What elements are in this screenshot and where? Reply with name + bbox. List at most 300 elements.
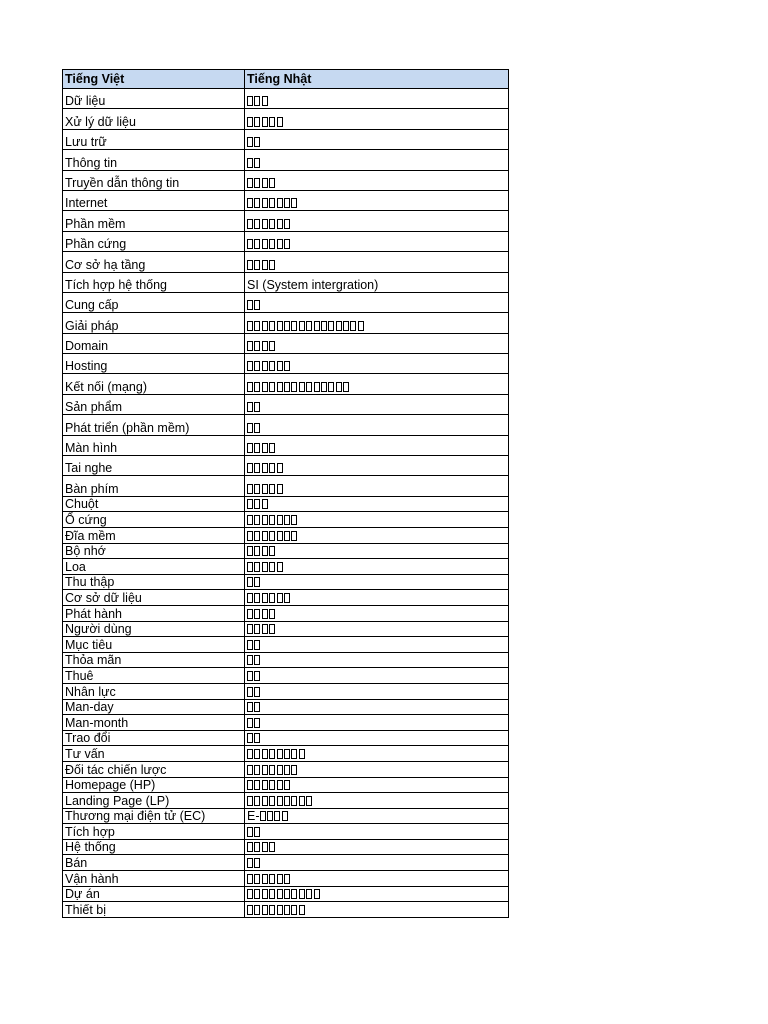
missing-glyph-box [277, 765, 283, 775]
missing-glyph-box [277, 889, 283, 899]
cell-japanese[interactable] [245, 109, 509, 129]
missing-glyph-box [247, 178, 253, 188]
cell-japanese[interactable] [245, 456, 509, 476]
missing-glyph-box [254, 531, 260, 541]
cell-vietnamese[interactable]: Tai nghe [63, 456, 245, 476]
cell-japanese[interactable] [245, 333, 509, 353]
missing-glyph-box [262, 361, 268, 371]
table-row [63, 476, 509, 496]
cell-vietnamese[interactable]: Landing Page (LP) [63, 793, 245, 809]
cell-vietnamese[interactable]: Nhân lực [63, 683, 245, 699]
cell-vietnamese[interactable]: Internet [63, 190, 245, 210]
table-row [63, 746, 509, 762]
missing-glyph-box [277, 321, 283, 331]
cell-vietnamese[interactable]: Phần cứng [63, 231, 245, 251]
missing-glyph-box [254, 198, 260, 208]
cell-japanese[interactable] [245, 496, 509, 512]
missing-glyph-box [277, 515, 283, 525]
missing-glyph-box [299, 749, 305, 759]
missing-glyph-box [277, 780, 283, 790]
missing-glyph-box [284, 874, 290, 884]
missing-glyph-box [262, 463, 268, 473]
missing-glyph-box [247, 827, 253, 837]
missing-glyph-box [306, 796, 312, 806]
missing-glyph-box [247, 499, 253, 509]
table-row [63, 211, 509, 231]
table-row [63, 394, 509, 414]
missing-glyph-box [254, 117, 260, 127]
cell-vietnamese[interactable]: Man-day [63, 699, 245, 715]
cell-vietnamese[interactable]: Thu thập [63, 574, 245, 590]
cell-japanese[interactable] [245, 590, 509, 606]
cell-japanese[interactable] [245, 231, 509, 251]
table-row [63, 109, 509, 129]
missing-glyph-box [254, 749, 260, 759]
missing-glyph-box [277, 361, 283, 371]
cell-vietnamese[interactable]: Người dùng [63, 621, 245, 637]
cell-japanese[interactable] [245, 871, 509, 887]
missing-glyph-box [269, 780, 275, 790]
cell-japanese[interactable] [245, 652, 509, 668]
table-row [63, 793, 509, 809]
missing-glyph-box [269, 765, 275, 775]
cell-japanese[interactable]: E- [245, 808, 509, 824]
cell-vietnamese[interactable]: Homepage (HP) [63, 777, 245, 793]
missing-glyph-box [269, 382, 275, 392]
table-row [63, 855, 509, 871]
missing-glyph-box [247, 765, 253, 775]
missing-glyph-box [291, 515, 297, 525]
missing-glyph-box [247, 463, 253, 473]
missing-glyph-box [254, 687, 260, 697]
table-row [63, 415, 509, 435]
cell-vietnamese[interactable]: Hệ thống [63, 839, 245, 855]
cell-vietnamese[interactable]: Phát hành [63, 605, 245, 621]
missing-glyph-box [247, 577, 253, 587]
table-row [63, 333, 509, 353]
missing-glyph-box [284, 765, 290, 775]
missing-glyph-box [291, 905, 297, 915]
missing-glyph-box [262, 593, 268, 603]
missing-glyph-box [269, 484, 275, 494]
table-row [63, 668, 509, 684]
cell-vietnamese[interactable]: Xử lý dữ liệu [63, 109, 245, 129]
missing-glyph-box [269, 905, 275, 915]
table-row [63, 89, 509, 109]
cell-japanese[interactable] [245, 839, 509, 855]
missing-glyph-box [282, 811, 288, 821]
cell-japanese[interactable] [245, 415, 509, 435]
missing-glyph-box [277, 905, 283, 915]
table-row [63, 129, 509, 149]
missing-glyph-box [277, 874, 283, 884]
vocabulary-table [62, 69, 509, 918]
cell-vietnamese[interactable]: Tích hợp [63, 824, 245, 840]
missing-glyph-box [247, 640, 253, 650]
table-row [63, 559, 509, 575]
table-row [63, 456, 509, 476]
missing-glyph-box [254, 562, 260, 572]
missing-glyph-box [269, 341, 275, 351]
missing-glyph-box [247, 780, 253, 790]
cell-vietnamese[interactable]: Dữ liệu [63, 89, 245, 109]
missing-glyph-box [314, 382, 320, 392]
missing-glyph-box [269, 361, 275, 371]
missing-glyph-box [291, 889, 297, 899]
cell-japanese[interactable] [245, 354, 509, 374]
cell-japanese[interactable] [245, 313, 509, 333]
missing-glyph-box [269, 593, 275, 603]
missing-glyph-box [277, 531, 283, 541]
missing-glyph-box [254, 96, 260, 106]
missing-glyph-box [262, 749, 268, 759]
missing-glyph-box [277, 796, 283, 806]
cell-japanese[interactable]: SI (System intergration) [245, 272, 509, 292]
cell-japanese[interactable] [245, 668, 509, 684]
missing-glyph-box [247, 402, 253, 412]
missing-glyph-box [254, 219, 260, 229]
cell-vietnamese[interactable]: Màn hình [63, 435, 245, 455]
missing-glyph-box [269, 219, 275, 229]
missing-glyph-box [269, 609, 275, 619]
missing-glyph-box [254, 239, 260, 249]
cell-vietnamese[interactable]: Đối tác chiến lược [63, 761, 245, 777]
missing-glyph-box [247, 321, 253, 331]
missing-glyph-box [262, 515, 268, 525]
cell-japanese[interactable] [245, 761, 509, 777]
cell-vietnamese[interactable]: Cơ sở dữ liệu [63, 590, 245, 606]
missing-glyph-box [284, 198, 290, 208]
cell-japanese[interactable] [245, 855, 509, 871]
table-row [63, 590, 509, 606]
missing-glyph-box [299, 889, 305, 899]
missing-glyph-box [262, 842, 268, 852]
cell-japanese[interactable] [245, 292, 509, 312]
cell-japanese[interactable] [245, 170, 509, 190]
missing-glyph-box [254, 463, 260, 473]
missing-glyph-box [247, 671, 253, 681]
missing-glyph-box [262, 546, 268, 556]
table-row [63, 574, 509, 590]
missing-glyph-box [262, 624, 268, 634]
cell-vietnamese[interactable]: Man-month [63, 715, 245, 731]
cell-vietnamese[interactable]: Thiết bị [63, 902, 245, 918]
missing-glyph-box [284, 515, 290, 525]
table-row [63, 512, 509, 528]
header-vietnamese[interactable]: Tiếng Việt [63, 70, 245, 89]
missing-glyph-box [254, 842, 260, 852]
missing-glyph-box [247, 158, 253, 168]
missing-glyph-box [284, 593, 290, 603]
missing-glyph-box [247, 484, 253, 494]
missing-glyph-box [254, 577, 260, 587]
missing-glyph-box [254, 640, 260, 650]
missing-glyph-box [277, 382, 283, 392]
missing-glyph-box [269, 463, 275, 473]
cell-vietnamese[interactable]: Bàn phím [63, 476, 245, 496]
missing-glyph-box [262, 443, 268, 453]
missing-glyph-box [254, 300, 260, 310]
table-row [63, 374, 509, 394]
missing-glyph-box [284, 239, 290, 249]
missing-glyph-box [328, 321, 334, 331]
missing-glyph-box [269, 531, 275, 541]
missing-glyph-box [254, 499, 260, 509]
table-row [63, 354, 509, 374]
missing-glyph-box [269, 321, 275, 331]
cell-japanese[interactable] [245, 746, 509, 762]
cell-vietnamese[interactable]: Sản phẩm [63, 394, 245, 414]
missing-glyph-box [336, 382, 342, 392]
cell-vietnamese[interactable]: Mục tiêu [63, 637, 245, 653]
missing-glyph-box [262, 198, 268, 208]
cell-japanese[interactable] [245, 715, 509, 731]
missing-glyph-box [247, 593, 253, 603]
cell-vietnamese[interactable]: Dự án [63, 886, 245, 902]
missing-glyph-box [254, 889, 260, 899]
table-row [63, 272, 509, 292]
cell-japanese[interactable] [245, 211, 509, 231]
missing-glyph-box [291, 198, 297, 208]
table-row [63, 496, 509, 512]
missing-glyph-box [284, 321, 290, 331]
table-row [63, 637, 509, 653]
cell-vietnamese[interactable]: Tư vấn [63, 746, 245, 762]
missing-glyph-box [254, 423, 260, 433]
missing-glyph-box [254, 733, 260, 743]
cell-vietnamese[interactable]: Giải pháp [63, 313, 245, 333]
missing-glyph-box [254, 593, 260, 603]
missing-glyph-box [284, 749, 290, 759]
header-row [63, 70, 509, 89]
cell-japanese[interactable] [245, 886, 509, 902]
cell-japanese[interactable] [245, 476, 509, 496]
cell-vietnamese[interactable]: Cung cấp [63, 292, 245, 312]
cell-vietnamese[interactable]: Phần mềm [63, 211, 245, 231]
missing-glyph-box [247, 117, 253, 127]
table-row [63, 839, 509, 855]
table-row [63, 150, 509, 170]
missing-glyph-box [321, 321, 327, 331]
cell-japanese[interactable] [245, 150, 509, 170]
missing-glyph-box [262, 905, 268, 915]
cell-vietnamese[interactable]: Tích hợp hệ thống [63, 272, 245, 292]
missing-glyph-box [254, 874, 260, 884]
table-row [63, 292, 509, 312]
missing-glyph-box [284, 905, 290, 915]
missing-glyph-box [284, 889, 290, 899]
cell-vietnamese[interactable]: Kết nối (mạng) [63, 374, 245, 394]
missing-glyph-box [358, 321, 364, 331]
table-row [63, 543, 509, 559]
missing-glyph-box [254, 321, 260, 331]
cell-japanese[interactable] [245, 435, 509, 455]
cell-japanese[interactable] [245, 637, 509, 653]
missing-glyph-box [254, 780, 260, 790]
missing-glyph-box [247, 718, 253, 728]
missing-glyph-box [247, 655, 253, 665]
missing-glyph-box [291, 796, 297, 806]
missing-glyph-box [247, 624, 253, 634]
missing-glyph-box [269, 546, 275, 556]
missing-glyph-box [291, 382, 297, 392]
missing-glyph-box [247, 609, 253, 619]
cell-japanese[interactable] [245, 129, 509, 149]
missing-glyph-box [254, 827, 260, 837]
missing-glyph-box [254, 402, 260, 412]
missing-glyph-box [277, 593, 283, 603]
missing-glyph-box [254, 484, 260, 494]
table-row [63, 699, 509, 715]
missing-glyph-box [247, 300, 253, 310]
table-row [63, 252, 509, 272]
missing-glyph-box [254, 655, 260, 665]
cell-japanese[interactable] [245, 683, 509, 699]
missing-glyph-box [274, 811, 280, 821]
cell-japanese[interactable] [245, 793, 509, 809]
cell-japanese[interactable] [245, 252, 509, 272]
missing-glyph-box [247, 858, 253, 868]
missing-glyph-box [247, 219, 253, 229]
missing-glyph-box [299, 905, 305, 915]
cell-vietnamese[interactable]: Bộ nhớ [63, 543, 245, 559]
cell-japanese[interactable] [245, 730, 509, 746]
cell-japanese[interactable] [245, 543, 509, 559]
cell-vietnamese[interactable]: Thông tin [63, 150, 245, 170]
cell-vietnamese[interactable]: Bán [63, 855, 245, 871]
table-row [63, 190, 509, 210]
missing-glyph-box [291, 321, 297, 331]
missing-glyph-box [262, 780, 268, 790]
missing-glyph-box [299, 321, 305, 331]
missing-glyph-box [247, 423, 253, 433]
missing-glyph-box [262, 562, 268, 572]
missing-glyph-box [254, 718, 260, 728]
missing-glyph-box [254, 158, 260, 168]
cell-vietnamese[interactable]: Trao đổi [63, 730, 245, 746]
missing-glyph-box [247, 889, 253, 899]
missing-glyph-box [262, 609, 268, 619]
missing-glyph-box [262, 796, 268, 806]
missing-glyph-box [269, 842, 275, 852]
cell-japanese[interactable] [245, 699, 509, 715]
table-row [63, 652, 509, 668]
missing-glyph-box [269, 198, 275, 208]
cell-vietnamese[interactable]: Thuê [63, 668, 245, 684]
missing-glyph-box [269, 562, 275, 572]
cell-vietnamese[interactable]: Domain [63, 333, 245, 353]
cell-japanese[interactable] [245, 824, 509, 840]
missing-glyph-box [269, 515, 275, 525]
table-row [63, 824, 509, 840]
missing-glyph-box [277, 484, 283, 494]
cell-japanese[interactable] [245, 559, 509, 575]
missing-glyph-box [291, 749, 297, 759]
missing-glyph-box [247, 361, 253, 371]
cell-japanese[interactable] [245, 902, 509, 918]
missing-glyph-box [314, 889, 320, 899]
missing-glyph-box [277, 463, 283, 473]
missing-glyph-box [284, 219, 290, 229]
cell-vietnamese[interactable]: Truyền dẫn thông tin [63, 170, 245, 190]
missing-glyph-box [247, 842, 253, 852]
missing-glyph-box [247, 341, 253, 351]
missing-glyph-box [299, 382, 305, 392]
missing-glyph-box [262, 178, 268, 188]
cell-vietnamese[interactable]: Chuột [63, 496, 245, 512]
cell-vietnamese[interactable]: Vận hành [63, 871, 245, 887]
missing-glyph-box [247, 546, 253, 556]
missing-glyph-box [254, 609, 260, 619]
cell-japanese[interactable] [245, 89, 509, 109]
missing-glyph-box [247, 239, 253, 249]
missing-glyph-box [328, 382, 334, 392]
missing-glyph-box [247, 874, 253, 884]
missing-glyph-box [247, 733, 253, 743]
cell-japanese[interactable] [245, 777, 509, 793]
missing-glyph-box [277, 198, 283, 208]
cell-japanese[interactable] [245, 190, 509, 210]
missing-glyph-box [254, 858, 260, 868]
missing-glyph-box [254, 341, 260, 351]
cell-japanese[interactable] [245, 621, 509, 637]
cell-vietnamese[interactable]: Lưu trữ [63, 129, 245, 149]
missing-glyph-box [269, 178, 275, 188]
missing-glyph-box [254, 905, 260, 915]
missing-glyph-box [267, 811, 273, 821]
missing-glyph-box [306, 321, 312, 331]
cell-japanese[interactable] [245, 512, 509, 528]
cell-japanese[interactable] [245, 574, 509, 590]
cell-vietnamese[interactable]: Hosting [63, 354, 245, 374]
missing-glyph-box [247, 443, 253, 453]
missing-glyph-box [277, 117, 283, 127]
cell-japanese[interactable] [245, 374, 509, 394]
missing-glyph-box [269, 260, 275, 270]
cell-vietnamese[interactable]: Đĩa mềm [63, 528, 245, 544]
missing-glyph-box [262, 96, 268, 106]
table-row [63, 871, 509, 887]
cell-japanese[interactable] [245, 528, 509, 544]
cell-vietnamese[interactable]: Phát triển (phần mềm) [63, 415, 245, 435]
header-japanese[interactable]: Tiếng Nhật [245, 70, 509, 89]
cell-vietnamese[interactable]: Thương mại điện tử (EC) [63, 808, 245, 824]
missing-glyph-box [269, 624, 275, 634]
cell-vietnamese[interactable]: Ổ cứng [63, 512, 245, 528]
missing-glyph-box [262, 874, 268, 884]
cell-vietnamese[interactable]: Thỏa mãn [63, 652, 245, 668]
missing-glyph-box [260, 811, 266, 821]
missing-glyph-box [343, 321, 349, 331]
missing-glyph-box [284, 531, 290, 541]
missing-glyph-box [269, 749, 275, 759]
missing-glyph-box [247, 260, 253, 270]
cell-japanese[interactable] [245, 605, 509, 621]
missing-glyph-box [277, 239, 283, 249]
missing-glyph-box [284, 382, 290, 392]
missing-glyph-box [306, 382, 312, 392]
table-row [63, 528, 509, 544]
missing-glyph-box [262, 260, 268, 270]
cell-vietnamese[interactable]: Loa [63, 559, 245, 575]
missing-glyph-box [247, 796, 253, 806]
missing-glyph-box [262, 341, 268, 351]
missing-glyph-box [306, 889, 312, 899]
cell-vietnamese[interactable]: Cơ sở hạ tầng [63, 252, 245, 272]
missing-glyph-box [254, 765, 260, 775]
missing-glyph-box [284, 361, 290, 371]
cell-japanese[interactable] [245, 394, 509, 414]
